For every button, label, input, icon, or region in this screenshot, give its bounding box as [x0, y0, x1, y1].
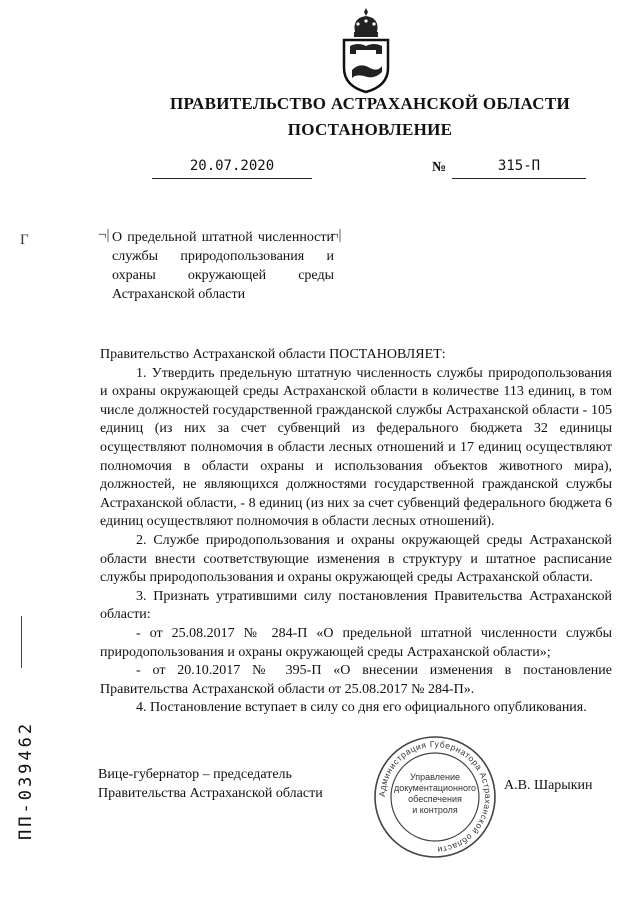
stamp-line-2: документационного — [393, 783, 477, 793]
body-paragraph-2: 2. Службе природопользования и охраны окружающей среды Астраханской области внести соответствующие изменения в структуру и штатное расписание службы природопользования и охраны окружающей среды Астраханской области. — [100, 532, 612, 586]
body-paragraph-3a: - от 25.08.2017 № 284-П «О предельной штатной численности службы природопользования и охраны окружающей среды Астраханской области»; — [100, 625, 612, 660]
signatory-position-line2: Правительства Астраханской области — [98, 786, 323, 801]
stamp-line-1: Управление — [409, 772, 461, 782]
number-label: № — [432, 160, 447, 175]
body-paragraph-4: 4. Постановление вступает в силу со дня его официального опубликования. — [136, 700, 587, 716]
document-type: ПОСТАНОВЛЕНИЕ — [287, 120, 453, 139]
signatory-position — [98, 765, 323, 803]
stamp-line-3: обеспечения — [408, 794, 462, 804]
stamp-center-text — [382, 772, 488, 816]
stamp-ring-text: Администрация Губернатора Астраханской области — [376, 738, 494, 856]
document-body — [100, 346, 612, 718]
margin-line — [21, 616, 22, 668]
signatory-position-line1: Вице-губернатор – председатель — [98, 767, 292, 782]
document-date: 20.07.2020 — [152, 158, 312, 179]
body-paragraph-3: 3. Признать утратившими силу постановления Правительства Астраханской области: — [100, 588, 612, 623]
topic-bracket-left: ¬| — [98, 227, 110, 243]
body-paragraph-3b: - от 20.10.2017 № 395-П «О внесении изменения в постановление Правительства Астраханской области от 25.08.2017 № 284-П». — [100, 663, 612, 697]
document-number: 315-П — [452, 158, 586, 179]
organization-title: ПРАВИТЕЛЬСТВО АСТРАХАНСКОЙ ОБЛАСТИ — [170, 94, 570, 113]
corner-mark: Г — [20, 232, 29, 248]
side-serial-code: ПП-039462 — [16, 720, 36, 840]
signatory-name: А.В. Шарыкин — [504, 778, 593, 793]
coat-of-arms-emblem — [338, 6, 394, 94]
stamp-line-4: и контроля — [412, 805, 458, 815]
topic-bracket-right: ¬| — [330, 227, 342, 243]
document-topic: О предельной штатной численности службы природопользования и охраны окружающей среды Астраханской области — [112, 230, 334, 302]
body-paragraph-1: 1. Утвердить предельную штатную численность службы природопользования и охраны окружающей среды Астраханской области в количестве 113 единиц, в том числе должностей государственной гражданской службы Астраханской области - 105 единиц (из них за счет субвенций из федерального бюджета 32 единицы осуществляют полномочия в области лесных отношений и 17 единиц осуществляют полномочия в области охраны и использования объектов животного мира), должностей, не являющихся должностями государственной гражданской службы Астраханской области, - 8 единиц (из них за счет субвенций федерального бюджета 6 единиц осуществляют полномочия в области лесных отношений). — [100, 365, 612, 530]
preamble: Правительство Астраханской области ПОСТАНОВЛЯЕТ: — [100, 347, 446, 362]
